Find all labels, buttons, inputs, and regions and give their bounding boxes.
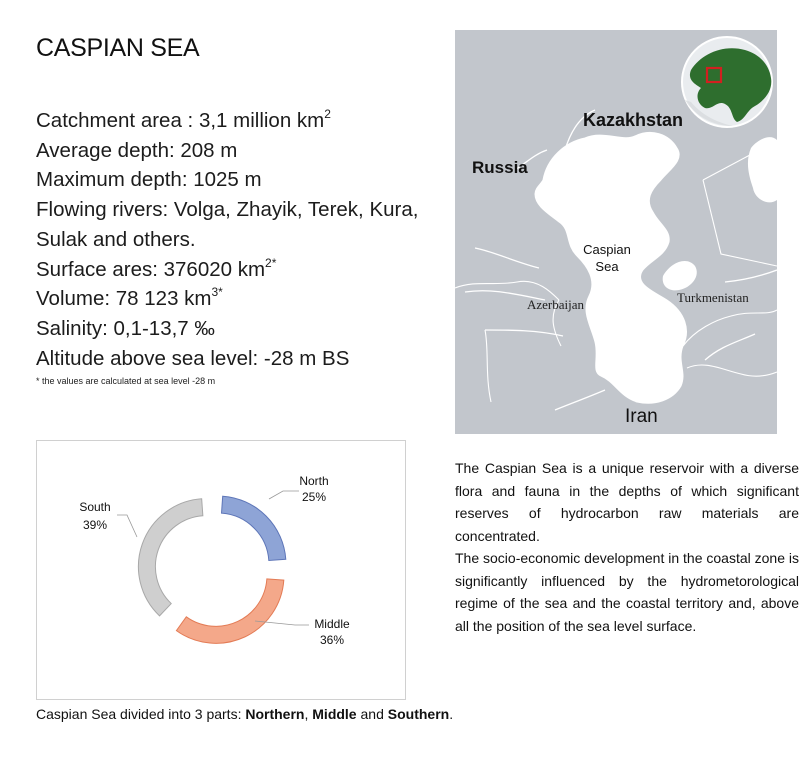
slice-south bbox=[138, 499, 202, 616]
map-svg bbox=[455, 30, 777, 434]
label-north-name: North bbox=[299, 474, 329, 488]
label-russia: Russia bbox=[472, 158, 528, 177]
label-turkmenistan: Turkmenistan bbox=[677, 290, 749, 305]
caspian-map bbox=[455, 30, 777, 434]
fact-catchment: Catchment area : 3,1 million $km^2$ bbox=[36, 107, 331, 132]
globe-inset bbox=[682, 37, 772, 127]
slice-north bbox=[222, 496, 286, 560]
fact-maximum-depth: Maximum depth: 1025 m bbox=[36, 168, 262, 192]
fact-altitude: Altitude above sea level: -28 m BS bbox=[36, 346, 350, 370]
label-south-value: 39% bbox=[82, 518, 108, 532]
kara-bogaz-gulf bbox=[663, 261, 697, 290]
label-north-value: 25% bbox=[301, 490, 327, 504]
fact-rivers: Flowing rivers: Volga, Zhayik, Terek, Kura, Sulak and others. bbox=[36, 198, 419, 251]
fact-surface: Surface ares: 376020 $km^{2*}$ bbox=[36, 255, 277, 281]
caption-middle: Middle bbox=[312, 706, 357, 722]
leader-south bbox=[117, 515, 137, 537]
description bbox=[455, 457, 799, 637]
aral-sea-shape bbox=[748, 137, 777, 202]
fact-volume: Volume: 78 123 $km^{3*}$ bbox=[36, 285, 223, 311]
label-azerbaijan: Azerbaijan bbox=[527, 297, 585, 312]
slice-middle bbox=[176, 579, 283, 643]
facts-list bbox=[36, 106, 446, 373]
label-iran: Iran bbox=[625, 406, 658, 427]
label-caspian-line1: Caspian bbox=[583, 242, 631, 257]
label-middle-value: 36% bbox=[319, 633, 345, 647]
label-middle-name: Middle bbox=[314, 617, 350, 631]
label-kazakhstan: Kazakhstan bbox=[583, 110, 684, 130]
chart-caption: Caspian Sea divided into 3 parts: Northern, Middle and Southern. bbox=[36, 706, 454, 722]
page-title: CASPIAN SEA bbox=[36, 34, 200, 62]
label-caspian-line2: Sea bbox=[595, 259, 619, 274]
description-paragraph-2: The socio-economic development in the coastal zone is significantly influenced by the hydrometorological regime of the sea and the coastal territory and, above all the position of the sea level surface. bbox=[455, 550, 799, 634]
footnote: * the values are calculated at sea level -28 m bbox=[36, 376, 216, 386]
fact-salinity: Salinity: 0,1-13,7 ‰ bbox=[36, 316, 215, 340]
caption-northern: Northern bbox=[245, 706, 305, 722]
description-paragraph-1: The Caspian Sea is a unique reservoir with a diverse flora and fauna in the depths of which significant reserves of hydrocarbon raw materials are concentrated. bbox=[455, 460, 799, 544]
donut-chart-svg bbox=[37, 441, 405, 699]
leader-north bbox=[269, 491, 299, 499]
fact-average-depth: Average depth: 208 m bbox=[36, 138, 238, 162]
donut-chart bbox=[36, 440, 406, 700]
label-south-name: South bbox=[79, 500, 111, 514]
caption-southern: Southern bbox=[387, 706, 450, 722]
